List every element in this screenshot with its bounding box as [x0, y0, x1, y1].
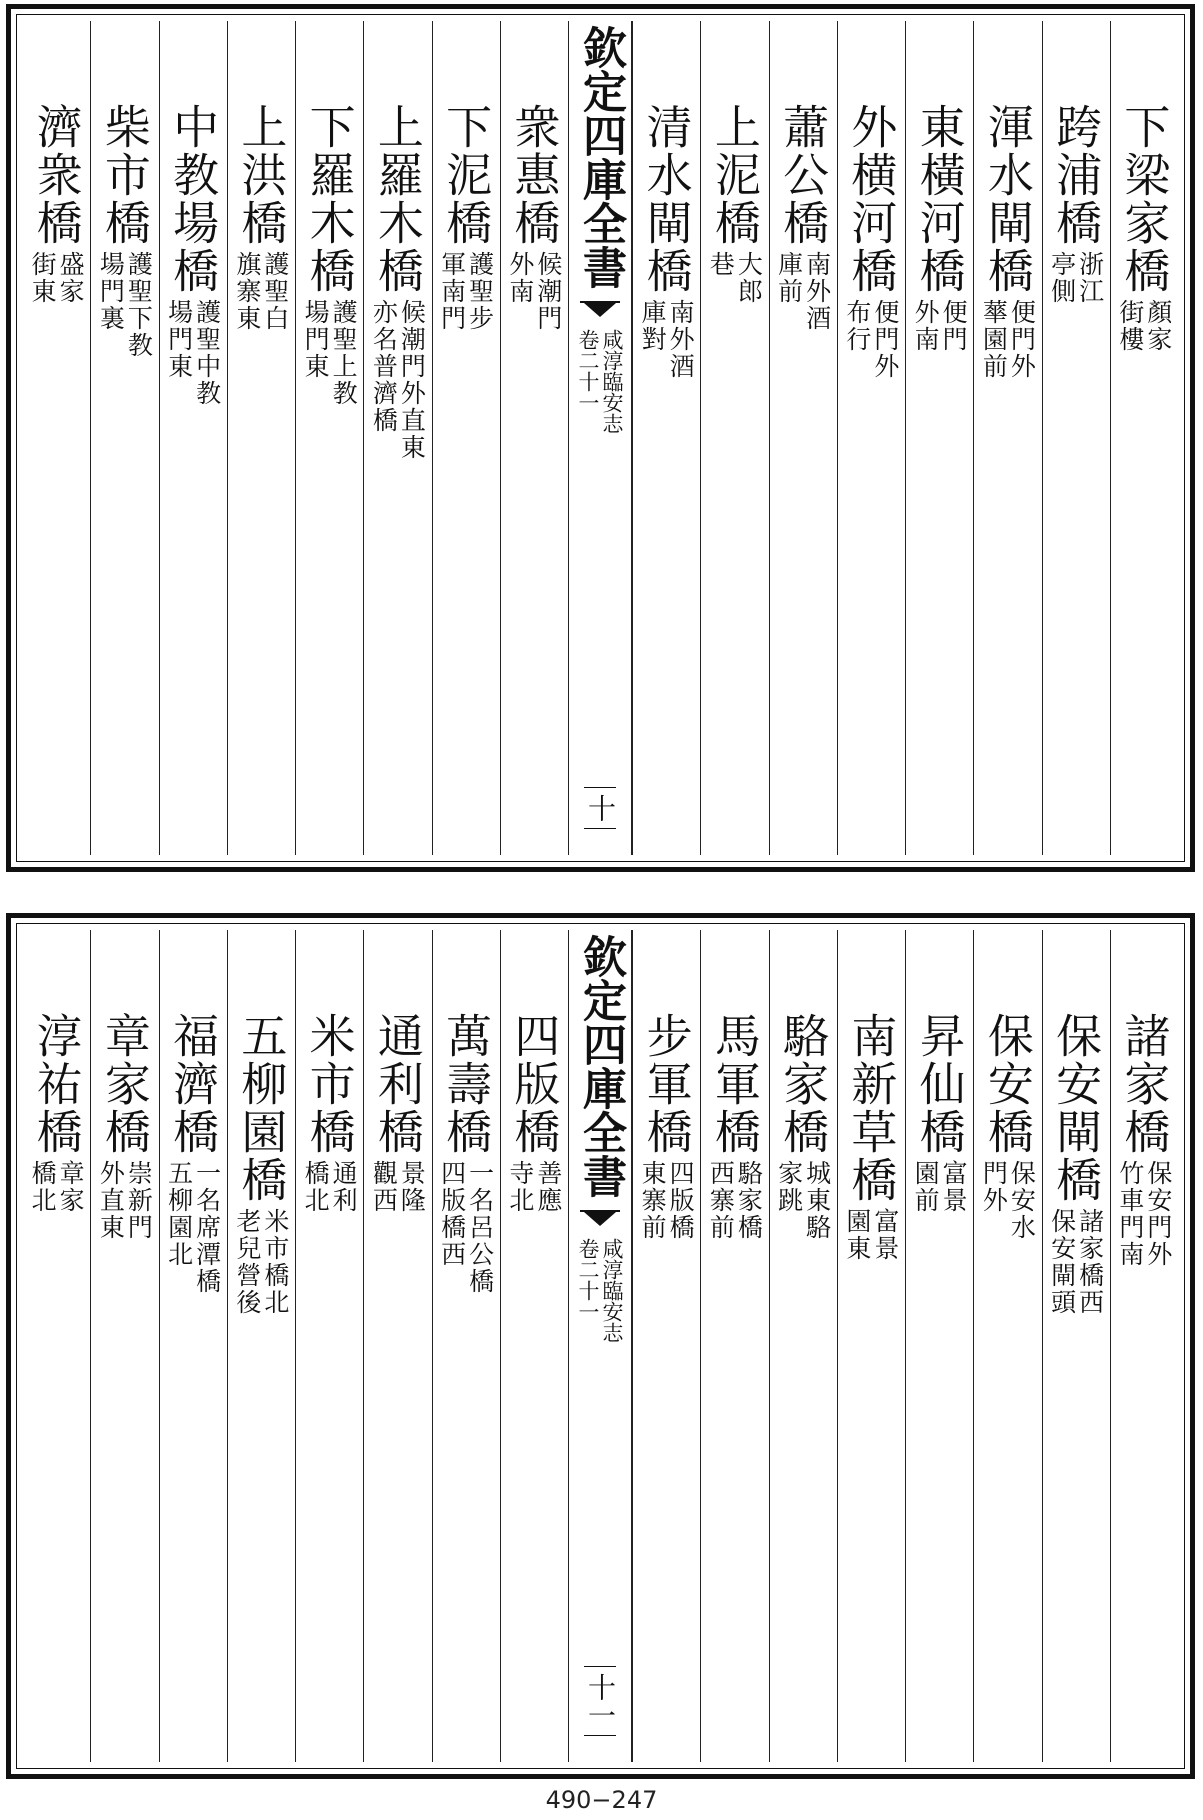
- bridge-name: 柴市橋: [97, 103, 152, 247]
- text-column: [227, 21, 295, 855]
- bridge-name: 米市橋: [302, 1012, 357, 1156]
- text-column: [837, 930, 905, 1762]
- location-note: [842, 299, 900, 380]
- location-note: [437, 251, 495, 332]
- location-note: [301, 1160, 359, 1214]
- location-note-line: 場門裏: [96, 251, 126, 332]
- location-note-line: 場門東: [164, 299, 194, 380]
- location-note-line: 外南: [911, 299, 941, 353]
- text-column: [90, 930, 158, 1762]
- location-note-line: 西寨前: [706, 1160, 736, 1241]
- location-note-line: 善應: [533, 1160, 563, 1214]
- location-note-line: 保安閘頭: [1047, 1208, 1077, 1316]
- location-note-line: 蕐園前: [979, 299, 1009, 380]
- location-note: [979, 1160, 1037, 1241]
- text-column: [700, 21, 768, 855]
- location-note: [232, 251, 290, 332]
- location-note-line: 巷: [706, 251, 736, 278]
- chapter-note-line: 卷二十一: [576, 1238, 600, 1322]
- location-note-line: 護聖中教: [192, 299, 222, 407]
- location-note: [28, 251, 86, 305]
- location-note-line: 橋北: [28, 1160, 58, 1214]
- location-note-line: 南外酒: [666, 299, 696, 380]
- bridge-name: 蕭公橋: [776, 103, 831, 247]
- location-note: [1047, 1208, 1105, 1316]
- location-note-line: 觀西: [369, 1160, 399, 1214]
- location-note-line: 軍南門: [437, 251, 467, 332]
- location-note-line: 護聖下教: [124, 251, 154, 359]
- location-note: [706, 1160, 764, 1241]
- text-column: [500, 21, 568, 855]
- location-note-line: 富景: [870, 1208, 900, 1262]
- location-note-line: 顏家: [1143, 299, 1173, 353]
- location-note: [706, 251, 764, 305]
- text-column: [973, 21, 1041, 855]
- bridge-name: 萬壽橋: [439, 1012, 494, 1156]
- chapter-note-line: 咸淳臨安志: [600, 1238, 625, 1343]
- location-note-line: 園東: [842, 1208, 872, 1262]
- bridge-name: 福濟橋: [166, 1012, 221, 1156]
- bridge-name: 昇仙橋: [912, 1012, 967, 1156]
- bridge-name: 南新草橋: [844, 1012, 899, 1204]
- location-note-line: 保安水: [1007, 1160, 1037, 1241]
- location-note-line: 外南: [505, 251, 535, 305]
- bridge-name: 五柳園橋: [234, 1012, 289, 1204]
- bridge-name: 諸家橋: [1117, 1012, 1172, 1156]
- bridge-name: 保安閘橋: [1049, 1012, 1104, 1204]
- location-note-line: 四版橋: [666, 1160, 696, 1241]
- bridge-name: 通利橋: [370, 1012, 425, 1156]
- location-note-line: 橋北: [301, 1160, 331, 1214]
- location-note-line: 家跳: [774, 1160, 804, 1214]
- location-note: [505, 251, 563, 332]
- text-column: [500, 930, 568, 1762]
- text-column: [632, 21, 700, 855]
- text-column: [1110, 21, 1178, 855]
- location-note-line: 護聖上教: [329, 299, 359, 407]
- location-note-line: 竹車門南: [1115, 1160, 1145, 1268]
- text-column: [1042, 21, 1110, 855]
- text-column: [905, 930, 973, 1762]
- leaf-number: 十一: [584, 1666, 616, 1736]
- bridge-name: 上泥橋: [707, 103, 762, 247]
- bottom-columns: [23, 930, 1178, 1762]
- bridge-name: 四版橋: [507, 1012, 562, 1156]
- location-note-line: 護聖步: [465, 251, 495, 332]
- location-note-line: 東寨前: [638, 1160, 668, 1241]
- location-note-line: 富景: [939, 1160, 969, 1214]
- chapter-note-line: 卷二十一: [576, 329, 600, 413]
- bridge-name: 跨浦橋: [1049, 103, 1104, 247]
- location-note-line: 旗寨東: [232, 251, 262, 332]
- text-column: [227, 930, 295, 1762]
- location-note-line: 候潮門外直東: [397, 299, 427, 461]
- location-note: [164, 299, 222, 407]
- bridge-name: 下梁家橋: [1117, 103, 1172, 295]
- location-note-line: 五柳園北: [164, 1160, 194, 1268]
- location-note-line: 駱家橋: [734, 1160, 764, 1241]
- location-note: [911, 299, 969, 353]
- text-column: [837, 21, 905, 855]
- bridge-name: 渾水閘橋: [980, 103, 1035, 295]
- location-note-line: 園前: [911, 1160, 941, 1214]
- location-note: [911, 1160, 969, 1214]
- volume-page-code: 490−247: [545, 1786, 658, 1814]
- location-note-line: 護聖白: [260, 251, 290, 332]
- location-note-line: 浙江: [1075, 251, 1105, 305]
- text-column: [159, 930, 227, 1762]
- location-note-line: 亦名普濟橋: [369, 299, 399, 434]
- bridge-name: 外横河橋: [844, 103, 899, 295]
- location-note: [1115, 1160, 1173, 1268]
- bridge-name: 駱家橋: [776, 1012, 831, 1156]
- chapter-note: [577, 1238, 623, 1343]
- location-note-line: 門外: [979, 1160, 1009, 1214]
- bridge-name: 章家橋: [97, 1012, 152, 1156]
- location-note-line: 米市橋北: [260, 1208, 290, 1316]
- text-column: [23, 21, 90, 855]
- bridge-name: 保安橋: [980, 1012, 1035, 1156]
- location-note: [774, 251, 832, 332]
- location-note: [1115, 299, 1173, 353]
- location-note: [301, 299, 359, 407]
- text-column: [1110, 930, 1178, 1762]
- bridge-name: 上洪橋: [234, 103, 289, 247]
- text-column: [432, 930, 500, 1762]
- location-note: [96, 1160, 154, 1241]
- chapter-note-line: 咸淳臨安志: [600, 329, 625, 434]
- location-note: [979, 299, 1037, 380]
- location-note-line: 盛家: [56, 251, 86, 305]
- location-note: [369, 299, 427, 461]
- location-note-line: 寺北: [505, 1160, 535, 1214]
- bottom-center-fold-column: [568, 930, 632, 1762]
- top-columns: [23, 21, 1178, 855]
- location-note-line: 外直東: [96, 1160, 126, 1241]
- location-note-line: 景隆: [397, 1160, 427, 1214]
- text-column: [905, 21, 973, 855]
- location-note-line: 便門外: [870, 299, 900, 380]
- location-note: [28, 1160, 86, 1214]
- location-note-line: 老兒營後: [232, 1208, 262, 1316]
- location-note-line: 保安門外: [1143, 1160, 1173, 1268]
- top-center-fold-column: [568, 21, 632, 855]
- book-title: 欽定四庫全書: [575, 934, 626, 1198]
- fishtail-mark: [580, 301, 620, 319]
- text-column: [159, 21, 227, 855]
- location-note: [1047, 251, 1105, 305]
- top-page-frame: [6, 4, 1195, 872]
- location-note-line: 大郎: [734, 251, 764, 305]
- location-note-line: 崇新門: [124, 1160, 154, 1241]
- location-note: [369, 1160, 427, 1214]
- location-note-line: 城東駱: [802, 1160, 832, 1241]
- text-column: [700, 930, 768, 1762]
- text-column: [23, 930, 90, 1762]
- location-note: [638, 299, 696, 380]
- location-note: [232, 1208, 290, 1316]
- location-note-line: 章家: [56, 1160, 86, 1214]
- location-note: [774, 1160, 832, 1241]
- fishtail-mark: [580, 1210, 620, 1228]
- location-note-line: 庫對: [638, 299, 668, 353]
- bridge-name: 步軍橋: [639, 1012, 694, 1156]
- text-column: [295, 21, 363, 855]
- bridge-name: 衆惠橋: [507, 103, 562, 247]
- text-column: [363, 930, 431, 1762]
- location-note-line: 便門外: [1007, 299, 1037, 380]
- bridge-name: 上羅木橋: [370, 103, 425, 295]
- chapter-note: [577, 329, 623, 434]
- bridge-name: 東橫河橋: [912, 103, 967, 295]
- text-column: [1042, 930, 1110, 1762]
- bridge-name: 中教場橋: [166, 103, 221, 295]
- location-note-line: 場門東: [301, 299, 331, 380]
- bridge-name: 清水閘橋: [639, 103, 694, 295]
- text-column: [632, 930, 700, 1762]
- location-note-line: 南外酒: [802, 251, 832, 332]
- text-column: [769, 930, 837, 1762]
- location-note-line: 四版橋西: [437, 1160, 467, 1268]
- location-note-line: 庫前: [774, 251, 804, 305]
- text-column: [90, 21, 158, 855]
- location-note-line: 候潮門: [533, 251, 563, 332]
- text-column: [769, 21, 837, 855]
- book-title: 欽定四庫全書: [575, 25, 626, 289]
- leaf-number: 十: [584, 787, 616, 829]
- location-note-line: 通利: [329, 1160, 359, 1214]
- location-note-line: 便門: [939, 299, 969, 353]
- location-note: [638, 1160, 696, 1241]
- bridge-name: 下羅木橋: [302, 103, 357, 295]
- location-note-line: 亭側: [1047, 251, 1077, 305]
- bridge-name: 馬軍橋: [707, 1012, 762, 1156]
- text-column: [295, 930, 363, 1762]
- location-note-line: 一名呂公橋: [465, 1160, 495, 1295]
- location-note-line: 街樓: [1115, 299, 1145, 353]
- location-note: [505, 1160, 563, 1214]
- text-column: [973, 930, 1041, 1762]
- bridge-name: 濟衆橋: [29, 103, 84, 247]
- location-note-line: 布行: [842, 299, 872, 353]
- location-note: [96, 251, 154, 359]
- location-note: [842, 1208, 900, 1262]
- bridge-name: 淳祐橋: [29, 1012, 84, 1156]
- location-note-line: 一名席潭橋: [192, 1160, 222, 1295]
- bridge-name: 下泥橋: [439, 103, 494, 247]
- location-note-line: 諸家橋西: [1075, 1208, 1105, 1316]
- location-note: [164, 1160, 222, 1295]
- location-note: [437, 1160, 495, 1295]
- text-column: [432, 21, 500, 855]
- location-note-line: 街東: [28, 251, 58, 305]
- text-column: [363, 21, 431, 855]
- bottom-page-frame: [6, 913, 1195, 1779]
